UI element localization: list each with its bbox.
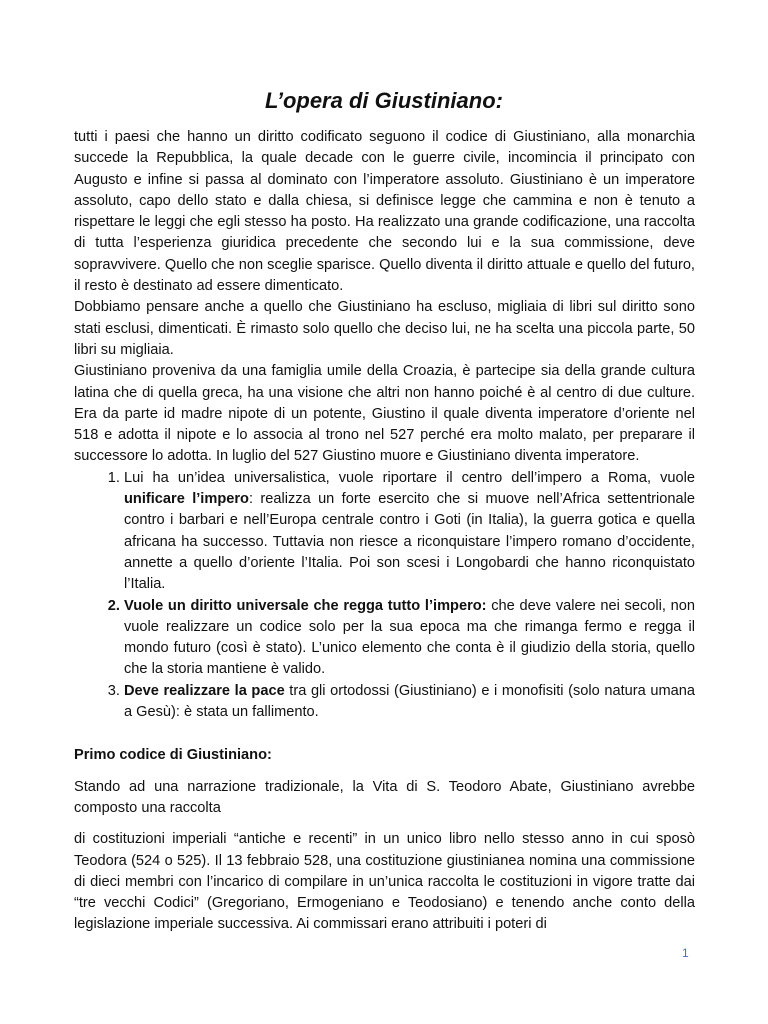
list-item-text: tra gli ortodossi (Giustiniano) e i monofisiti (solo natura umana a Gesù): è stata un fallimento. — [124, 682, 695, 721]
list-item-text: : realizza un forte esercito che si muove nell’Africa settentrionale contro i barbari e nell’Europa centrale contro i Goti (in Italia), la guerra gotica e quella africana ha successo. Tuttavia non riesce a riconquistare l’impero romano d’occidente, annette a quello d’oriente l’Italia. Poi son scesi i Longobardi che hanno riconquistato l’Italia. — [124, 491, 695, 593]
paragraph: Giustiniano proveniva da una famiglia umile della Croazia, è partecipe sia della grande cultura latina che di quella greca, ha una visione che altri non hanno poiché è al centro di due culture. Era da parte id madre nipote di un potente, Giustino il quale diventa imperatore d’oriente nel 518 e adotta il nipote e lo associa al trono nel 527 perché era molto malato, per preparare il successore lo adotta. In luglio del 527 Giustino muore e Giustiniano diventa imperatore. — [74, 363, 695, 465]
list-item — [124, 468, 695, 596]
list-item-bold-text: unificare l’impero — [124, 491, 249, 508]
list-item-text: Lui ha un’idea universalistica, vuole riportare il centro dell’impero a Roma, vuole — [124, 469, 695, 486]
list-item-text: che deve valere nei secoli, non vuole realizzare un codice solo per la sua epoca ma che rimanga fermo e regga il mondo futuro (così è stato). L’unico elemento che conta è il giudizio della storia, quello che la storia mantiene è valido. — [124, 597, 695, 678]
paragraph: Dobbiamo pensare anche a quello che Giustiniano ha escluso, migliaia di libri sul diritto sono stati esclusi, dimenticati. È rimasto solo quello che deciso lui, ne ha scelta una piccola parte, 50 libri su migliaia. — [74, 299, 695, 358]
list-item — [124, 596, 695, 681]
paragraph: Stando ad una narrazione tradizionale, la Vita di S. Teodoro Abate, Giustiniano avrebbe composto una raccolta — [74, 778, 695, 816]
list-item-bold-text: Deve realizzare la pace — [124, 682, 285, 699]
document-body — [74, 127, 695, 936]
list-item — [124, 681, 695, 724]
paragraph: di costituzioni imperiali “antiche e recenti” in un unico libro nello stesso anno in cui sposò Teodora (524 o 525). Il 13 febbraio 528, una costituzione giustinianea nomina una commissione di dieci membri con l’incarico di compilare in un’unica raccolta le costituzioni in vigore tratte dai “tre vecchi Codici” (Gregoriano, Ermogeniano e Teodosiano) e tenendo anche conto della legislazione imperiale successiva. Ai commissari erano attribuiti i poteri di — [74, 831, 695, 933]
paragraph: tutti i paesi che hanno un diritto codificato seguono il codice di Giustiniano, alla monarchia succede la Repubblica, la quale decade con le guerre civile, incomincia il principato con Augusto e infine si passa al dominato con l’imperatore assoluto. Giustiniano è un imperatore assoluto, capo dello stato e dalla chiesa, si definisce legge che cammina e non è tenuto a rispettare le leggi che egli stesso ha posto. Ha realizzato una grande codificazione, una raccolta di tutta l’esperienza giuridica precedente che secondo lui e la sua commissione, deve sopravvivere. Quello che non sceglie sparisce. Quello diventa il diritto attuale e quello del futuro, il resto è destinato ad essere dimenticato. — [74, 129, 695, 295]
list-item-bold-text: Vuole un diritto universale che regga tutto l’impero: — [124, 597, 487, 614]
numbered-list — [74, 468, 695, 724]
section-heading: Primo codice di Giustiniano: — [74, 747, 272, 764]
page-number: 1 — [682, 946, 689, 960]
document-title: L’opera di Giustiniano: — [265, 88, 503, 113]
